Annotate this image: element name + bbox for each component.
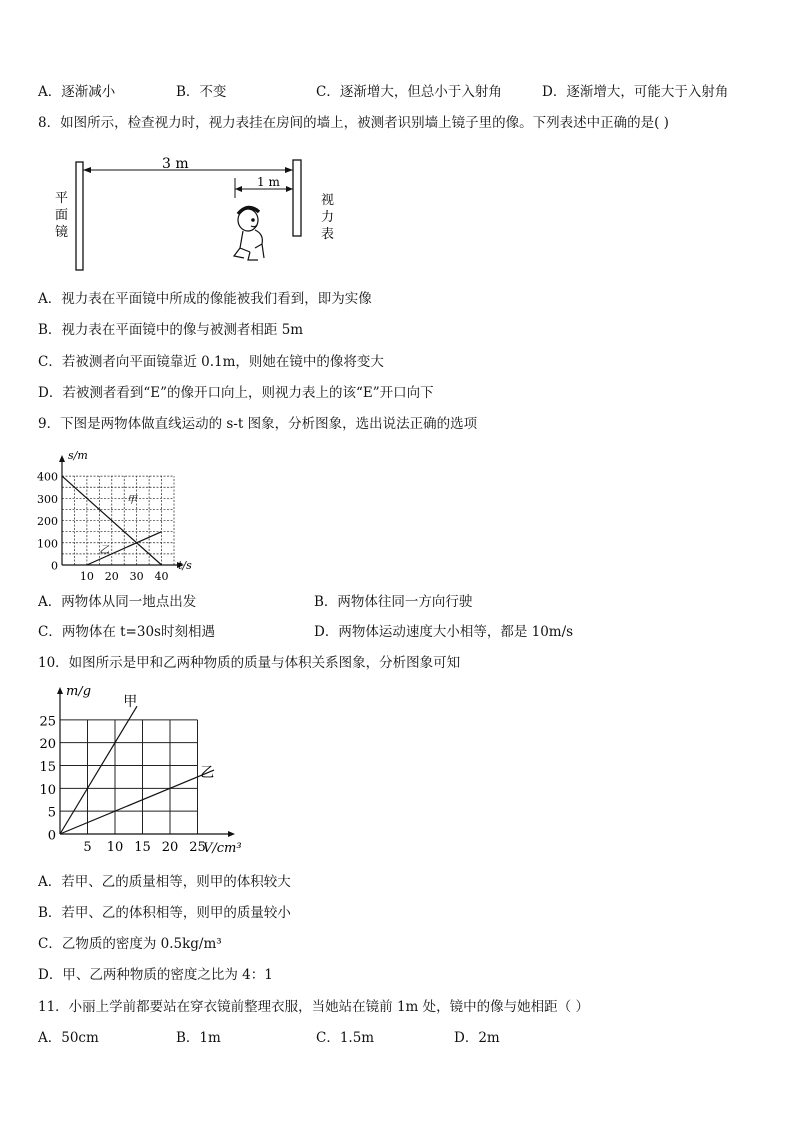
x-axis-label: V/cm³ <box>203 841 242 856</box>
y-tick-label: 20 <box>39 737 56 753</box>
series-label-yi: 乙 <box>99 544 110 556</box>
y-tick-label: 200 <box>37 515 58 529</box>
q11-option-d: D．2m <box>454 1030 500 1046</box>
mirror-label-1: 平 <box>55 191 69 206</box>
q11-stem: 11．小丽上学前都要站在穿衣镜前整理衣服，当她站在镜前 1m 处，镜中的像与她相距（ ） <box>38 999 589 1015</box>
q9-option-c: C．两物体在 t=30s时刻相遇 <box>38 624 215 640</box>
q7-option-d: D．逐渐增大，可能大于入射角 <box>542 84 729 100</box>
x-tick-label: 25 <box>189 840 206 855</box>
q10-option-b: B．若甲、乙的体积相等，则甲的质量较小 <box>38 905 291 921</box>
q10-option-d: D．甲、乙两种物质的密度之比为 4：1 <box>38 967 273 983</box>
x-axis-label: t/s <box>178 559 192 572</box>
q11-option-a: A．50cm <box>38 1030 99 1046</box>
st-chart <box>30 444 200 582</box>
q7-option-b: B．不变 <box>176 84 227 100</box>
q10-stem: 10．如图所示是甲和乙两种物质的质量与体积关系图象，分析图象可知 <box>38 655 461 671</box>
y-axis-arrow <box>57 687 63 694</box>
q8-stem: 8．如图所示，检查视力时，视力表挂在房间的墙上，被测者识别墙上镜子里的像。下列表述中正确的是( ) <box>38 115 669 131</box>
q8-figure <box>50 148 360 276</box>
y-tick-label: 0 <box>47 828 56 844</box>
x-tick-label: 5 <box>83 840 92 855</box>
q7-option-c: C．逐渐增大，但总小于入射角 <box>316 84 502 100</box>
x-tick-label: 10 <box>79 570 94 582</box>
series-label-jia: 甲 <box>126 494 137 506</box>
q9-stem: 9．下图是两物体做直线运动的 s-t 图象，分析图象，选出说法正确的选项 <box>38 416 478 432</box>
series-label-jia: 甲 <box>123 694 138 711</box>
q9-option-d: D．两物体运动速度大小相等，都是 10m/s <box>314 624 574 640</box>
x-axis-arrow <box>228 831 235 837</box>
x-tick-label: 10 <box>106 840 124 855</box>
x-tick-label: 20 <box>104 570 119 582</box>
x-tick-label: 40 <box>154 570 169 582</box>
y-tick-label: 25 <box>39 714 56 730</box>
y-tick-label: 100 <box>37 537 58 551</box>
distance-1m-label: 1 m <box>257 175 280 189</box>
chart-label-2: 力 <box>321 210 335 225</box>
chart-label-3: 表 <box>321 227 335 242</box>
y-tick-label: 300 <box>37 492 58 506</box>
q10-option-c: C．乙物质的密度为 0.5kg/m³ <box>38 936 222 952</box>
q11-option-b: B．1m <box>176 1030 221 1046</box>
mirror <box>76 162 83 270</box>
x-tick-label: 15 <box>134 840 151 855</box>
q11-option-c: C．1.5m <box>316 1030 375 1046</box>
y-axis-arrow <box>59 455 65 462</box>
mirror-label-3: 镜 <box>55 225 69 240</box>
person-icon <box>234 207 264 260</box>
series-label-yi: 乙 <box>200 764 215 781</box>
x-tick-label: 20 <box>161 840 179 855</box>
q9-option-b: B．两物体往同一方向行驶 <box>314 594 473 610</box>
eye-chart <box>293 160 301 236</box>
q8-option-a: A．视力表在平面镜中所成的像能被我们看到，即为实像 <box>38 291 372 307</box>
y-tick-label: 15 <box>39 760 56 775</box>
y-tick-label: 5 <box>47 805 56 821</box>
q10-option-a: A．若甲、乙的质量相等，则甲的体积较大 <box>38 874 291 890</box>
mv-chart <box>30 686 250 860</box>
y-axis-label: s/m <box>68 449 88 462</box>
y-tick-label: 400 <box>37 470 58 484</box>
q8-option-b: B．视力表在平面镜中的像与被测者相距 5m <box>38 322 304 338</box>
series-line-jia <box>60 706 137 834</box>
q8-option-c: C．若被测者向平面镜靠近 0.1m，则她在镜中的像将变大 <box>38 354 384 370</box>
q7-option-a: A．逐渐减小 <box>38 84 116 100</box>
series-line-yi <box>60 770 214 834</box>
y-tick-label: 0 <box>51 559 58 573</box>
q8-option-d: D．若被测者看到“E”的像开口向上，则视力表上的该“E”开口向下 <box>38 385 434 401</box>
y-axis-label: m/g <box>66 686 92 699</box>
distance-3m-label: 3 m <box>162 156 189 172</box>
y-tick-label: 10 <box>39 782 56 798</box>
mirror-label-2: 面 <box>55 208 69 223</box>
chart-label-1: 视 <box>321 193 335 208</box>
q9-option-a: A．两物体从同一地点出发 <box>38 594 197 610</box>
x-tick-label: 30 <box>129 570 144 582</box>
